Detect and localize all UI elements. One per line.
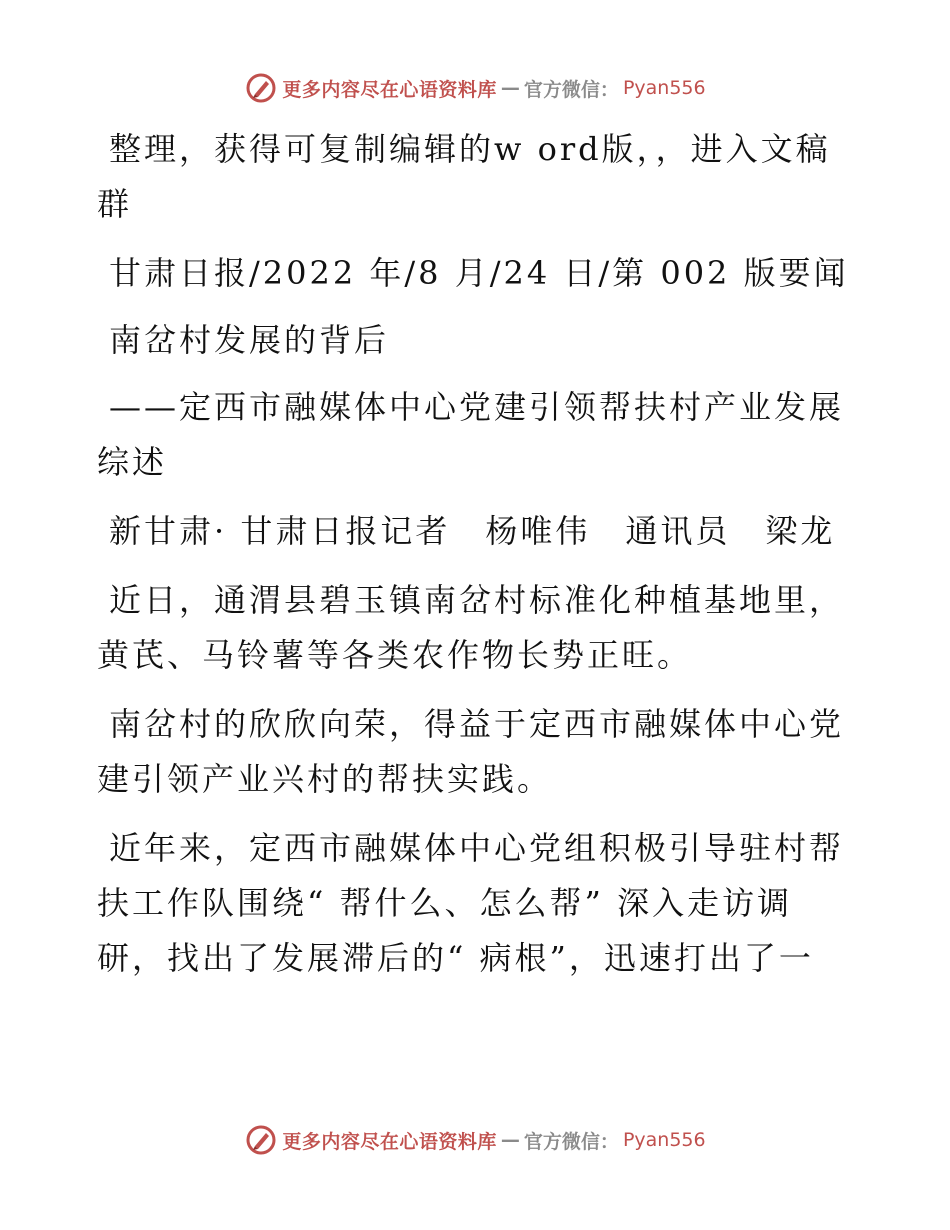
body-paragraph: 近日，通渭县碧玉镇南岔村标准化种植基地里，黄芪、马铃薯等各类农作物长势正旺。 (97, 581, 845, 674)
watermark-dash: — (500, 77, 520, 99)
body-paragraph: 南岔村的欣欣向荣，得益于定西市融媒体中心党建引领产业兴村的帮扶实践。 (97, 705, 845, 798)
intro-note: 整理，获得可复制编辑的w ord版，，进入文稿群 (97, 130, 831, 223)
watermark-text: 更多内容尽在心语资料库 (282, 1130, 497, 1153)
pen-circle-logo-icon (244, 71, 278, 105)
watermark-text: 更多内容尽在心语资料库 (282, 78, 497, 101)
article-subtitle: ——定西市融媒体中心党建引领帮扶村产业发展综述 (97, 388, 845, 481)
body-paragraph: 近年来，定西市融媒体中心党组积极引导驻村帮扶工作队围绕“ 帮什么、怎么帮” 深入走访调研，找出了发展滞后的“ 病根”，迅速打出了一 (97, 829, 845, 977)
header-watermark (0, 71, 950, 105)
byline: 新甘肃· 甘肃日报记者 杨唯伟 通讯员 梁龙 (109, 512, 836, 550)
watermark-wechat-id: Pyan556 (622, 1129, 706, 1151)
source-line: 甘肃日报/2022 年/8 月/24 日/第 002 版要闻 (109, 254, 849, 292)
article-body (97, 122, 857, 986)
footer-watermark (0, 1123, 950, 1157)
watermark-official-label: 官方微信： (523, 78, 619, 101)
watermark-dash: — (500, 1129, 520, 1151)
watermark-wechat-id: Pyan556 (622, 77, 706, 99)
pen-circle-logo-icon (244, 1123, 278, 1157)
watermark-official-label: 官方微信： (523, 1130, 619, 1153)
article-title: 南岔村发展的背后 (109, 321, 390, 359)
